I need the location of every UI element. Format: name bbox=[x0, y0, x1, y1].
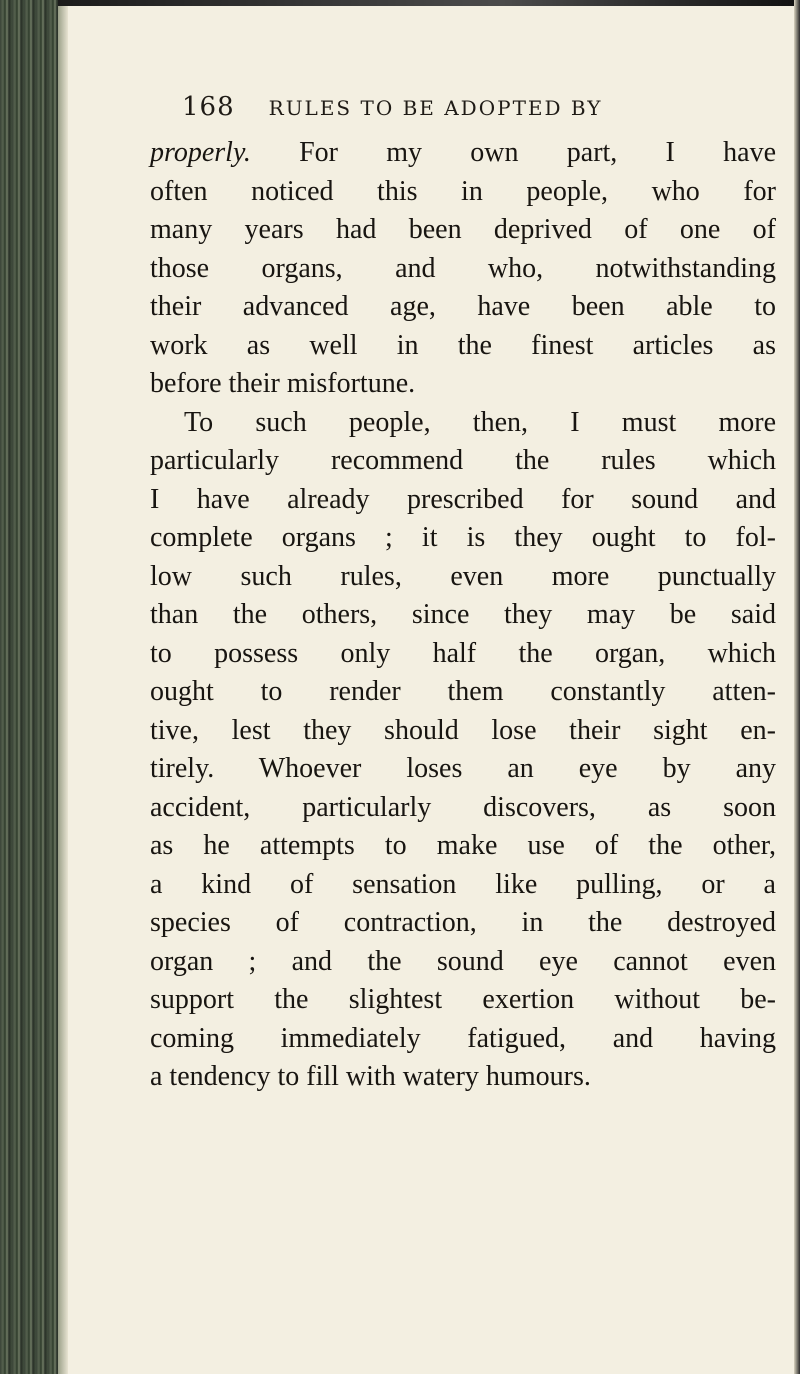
body-text bbox=[150, 134, 776, 1097]
text-line: particularly recommend the rules which bbox=[150, 445, 776, 476]
page-number: 168 bbox=[182, 92, 235, 122]
text-line: a tendency to fill with watery humours. bbox=[150, 1061, 591, 1092]
text-line: species of contraction, in the destroyed bbox=[150, 907, 776, 938]
text-line: tive, lest they should lose their sight en- bbox=[150, 714, 776, 746]
text-line: often noticed this in people, who for bbox=[150, 175, 776, 207]
text-line: before their misfortune. bbox=[150, 368, 416, 399]
text-line: many years had been deprived of one of bbox=[150, 214, 776, 245]
text-line: to possess only half the organ, which bbox=[150, 637, 776, 669]
text-line: those organs, and who, notwithstanding bbox=[150, 252, 776, 284]
text-line: To such people, then, I must more bbox=[184, 406, 776, 438]
page-header bbox=[182, 92, 702, 122]
text-line: organ ; and the sound eye cannot even bbox=[150, 945, 776, 977]
text-line: support the slightest exertion without be- bbox=[150, 984, 776, 1015]
text-line: ought to render them constantly atten- bbox=[150, 676, 776, 707]
line-text: For my own part, I have bbox=[250, 137, 776, 168]
text-line: a kind of sensation like pulling, or a bbox=[150, 868, 776, 900]
text-line: low such rules, even more punctually bbox=[150, 560, 776, 592]
text-line: accident, particularly discovers, as soon bbox=[150, 791, 776, 823]
book-spine-binding bbox=[0, 0, 58, 1374]
italic-word: properly. bbox=[150, 137, 251, 168]
text-line: their advanced age, have been able to bbox=[150, 291, 776, 322]
text-line: coming immediately fatigued, and having bbox=[150, 1022, 776, 1054]
text-line: complete organs ; it is they ought to fol- bbox=[150, 522, 776, 553]
text-line: than the others, since they may be said bbox=[150, 599, 776, 630]
text-line: tirely. Whoever loses an eye by any bbox=[150, 753, 776, 784]
page-top-edge bbox=[58, 0, 800, 6]
running-head: RULES TO BE ADOPTED BY bbox=[268, 96, 603, 120]
page-gutter-shadow bbox=[58, 0, 68, 1374]
text-line: work as well in the finest articles as bbox=[150, 329, 776, 361]
text-line bbox=[150, 134, 776, 173]
page-right-edge bbox=[794, 0, 800, 1374]
text-line: as he attempts to make use of the other, bbox=[150, 830, 776, 861]
text-line: I have already prescribed for sound and bbox=[150, 483, 776, 515]
